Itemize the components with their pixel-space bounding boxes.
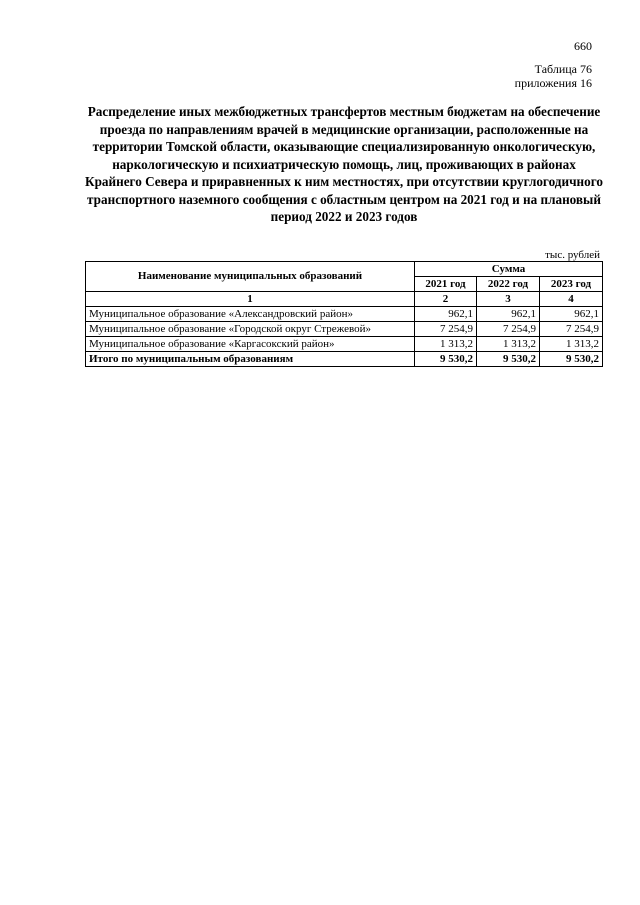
municipality-name: Муниципальное образование «Александровский район» [86, 307, 415, 322]
amount-cell: 962,1 [477, 307, 540, 322]
column-index: 1 [86, 292, 415, 307]
units-label: тыс. рублей [545, 249, 600, 261]
municipality-name: Муниципальное образование «Каргасокский район» [86, 337, 415, 352]
total-amount: 9 530,2 [415, 352, 477, 367]
amount-cell: 1 313,2 [540, 337, 603, 352]
amount-cell: 1 313,2 [415, 337, 477, 352]
total-label: Итого по муниципальным образованиям [86, 352, 415, 367]
column-index-row [86, 292, 603, 307]
table-reference [515, 62, 592, 90]
amount-cell: 7 254,9 [540, 322, 603, 337]
table-row [86, 337, 603, 352]
page-number: 660 [574, 39, 592, 53]
header-sum: Сумма [415, 262, 603, 277]
amount-cell: 7 254,9 [415, 322, 477, 337]
table-row [86, 322, 603, 337]
amount-cell: 962,1 [540, 307, 603, 322]
amount-cell: 7 254,9 [477, 322, 540, 337]
document-title: Распределение иных межбюджетных трансфертов местным бюджетам на обеспечение проезда по направлениям врачей в медицинские организации, расположенные на территории Томской области, оказывающие специализированную онкологическую, наркологическую и психиатрическую помощь, лиц, проживающих в районах Крайнего Севера и приравненных к ним местностях, при отсутствии круглогодичного транспортного наземного сообщения с областным центром на 2021 год и на плановый период 2022 и 2023 годов [85, 104, 603, 224]
header-name: Наименование муниципальных образований [86, 262, 415, 292]
amount-cell: 1 313,2 [477, 337, 540, 352]
header-year: 2022 год [477, 277, 540, 292]
total-row [86, 352, 603, 367]
transfers-table [85, 261, 603, 367]
appendix-number: приложения 16 [514, 76, 592, 90]
amount-cell: 962,1 [415, 307, 477, 322]
column-index: 2 [415, 292, 477, 307]
header-year: 2021 год [415, 277, 477, 292]
total-amount: 9 530,2 [477, 352, 540, 367]
header-year: 2023 год [540, 277, 603, 292]
header-row [86, 262, 603, 277]
column-index: 4 [540, 292, 603, 307]
table-number: Таблица 76 [534, 62, 592, 76]
table-row [86, 307, 603, 322]
column-index: 3 [477, 292, 540, 307]
municipality-name: Муниципальное образование «Городской округ Стрежевой» [86, 322, 415, 337]
total-amount: 9 530,2 [540, 352, 603, 367]
